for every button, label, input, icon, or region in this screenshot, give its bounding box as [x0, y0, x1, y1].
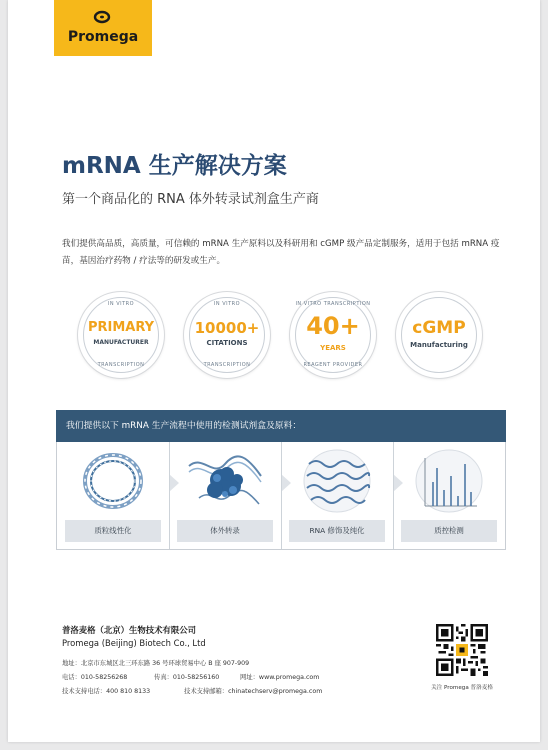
support-email-link[interactable]: 技术支持邮箱：chinatechserv@promega.com: [184, 688, 323, 695]
fax-text: 传真：010-58256160: [154, 674, 220, 681]
badge-years: [290, 292, 376, 378]
plasmid-icon: [75, 446, 151, 516]
badge-bottom-text: TRANSCRIPTION: [97, 362, 145, 368]
badge-top-text: IN VITRO TRANSCRIPTION: [295, 301, 371, 307]
step-label: RNA 修饰及纯化: [289, 520, 385, 542]
chromatogram-icon: [411, 446, 487, 516]
badge-main-text: 10000+: [194, 319, 260, 337]
flyer-page: [8, 0, 540, 742]
company-name-en: Promega (Beijing) Biotech Co., Ltd: [62, 638, 206, 648]
badge-main-text: PRIMARY: [87, 320, 155, 335]
contact-block: [62, 657, 322, 699]
company-name-cn: 普洛麦格（北京）生物技术有限公司: [62, 625, 196, 635]
rna-strands-icon: [299, 446, 375, 516]
support-phone-text: 技术支持电话：400 810 8133: [62, 688, 151, 695]
transcription-complex-icon: [187, 446, 263, 516]
qr-caption: 关注 Promega 普洛麦格: [431, 685, 493, 691]
badge-main-text: 40+: [306, 312, 360, 340]
workflow-panel: [56, 442, 506, 550]
workflow-banner: 我们提供以下 mRNA 生产流程中使用的检测试剂盒及原料：: [56, 410, 506, 442]
step-label: 质粒线性化: [65, 520, 161, 542]
badge-sub-text: CITATIONS: [206, 339, 248, 347]
workflow-step-purification: [281, 442, 393, 549]
badge-cgmp: [396, 292, 482, 378]
phone-text: 电话：010-58256268: [62, 674, 128, 681]
badge-bottom-text: TRANSCRIPTION: [203, 362, 251, 368]
badge-top-text: IN VITRO: [213, 301, 241, 307]
badge-sub-text: MANUFACTURER: [93, 339, 149, 346]
qr-code-icon: [436, 624, 488, 676]
promega-mark-icon: [93, 10, 111, 24]
workflow-step-linearization: [57, 442, 169, 549]
promega-logo: [54, 0, 152, 56]
page-title: mRNA 生产解决方案: [62, 153, 287, 179]
badge-citations: [184, 292, 270, 378]
workflow-step-transcription: [169, 442, 281, 549]
logo-text: Promega: [67, 29, 139, 45]
badge-row: [78, 292, 488, 382]
address-line: 地址：北京市东城区北三环东路 36 号环球贸易中心 B 座 907-909: [62, 660, 250, 667]
step-label: 体外转录: [177, 520, 273, 542]
intro-paragraph: 我们提供高品质，高质量，可信赖的 mRNA 生产原料以及科研用和 cGMP 级产品定制服务，适用于包括 mRNA 疫苗，基因治疗药物 / 疗法等的研发或生产。: [62, 239, 500, 266]
company-block: [62, 624, 206, 650]
badge-sub-text: YEARS: [320, 344, 346, 352]
website-link[interactable]: 网址：www.promega.com: [240, 674, 320, 681]
badge-sub-text: Manufacturing: [410, 341, 468, 349]
step-label: 质控检测: [401, 520, 497, 542]
badge-bottom-text: REAGENT PROVIDER: [303, 362, 363, 368]
badge-primary-manufacturer: [78, 292, 164, 378]
badge-top-text: IN VITRO: [107, 301, 135, 307]
badge-main-text: cGMP: [412, 318, 466, 338]
workflow-step-qc: [393, 442, 505, 549]
page-subtitle: 第一个商品化的 RNA 体外转录试剂盒生产商: [62, 192, 319, 207]
